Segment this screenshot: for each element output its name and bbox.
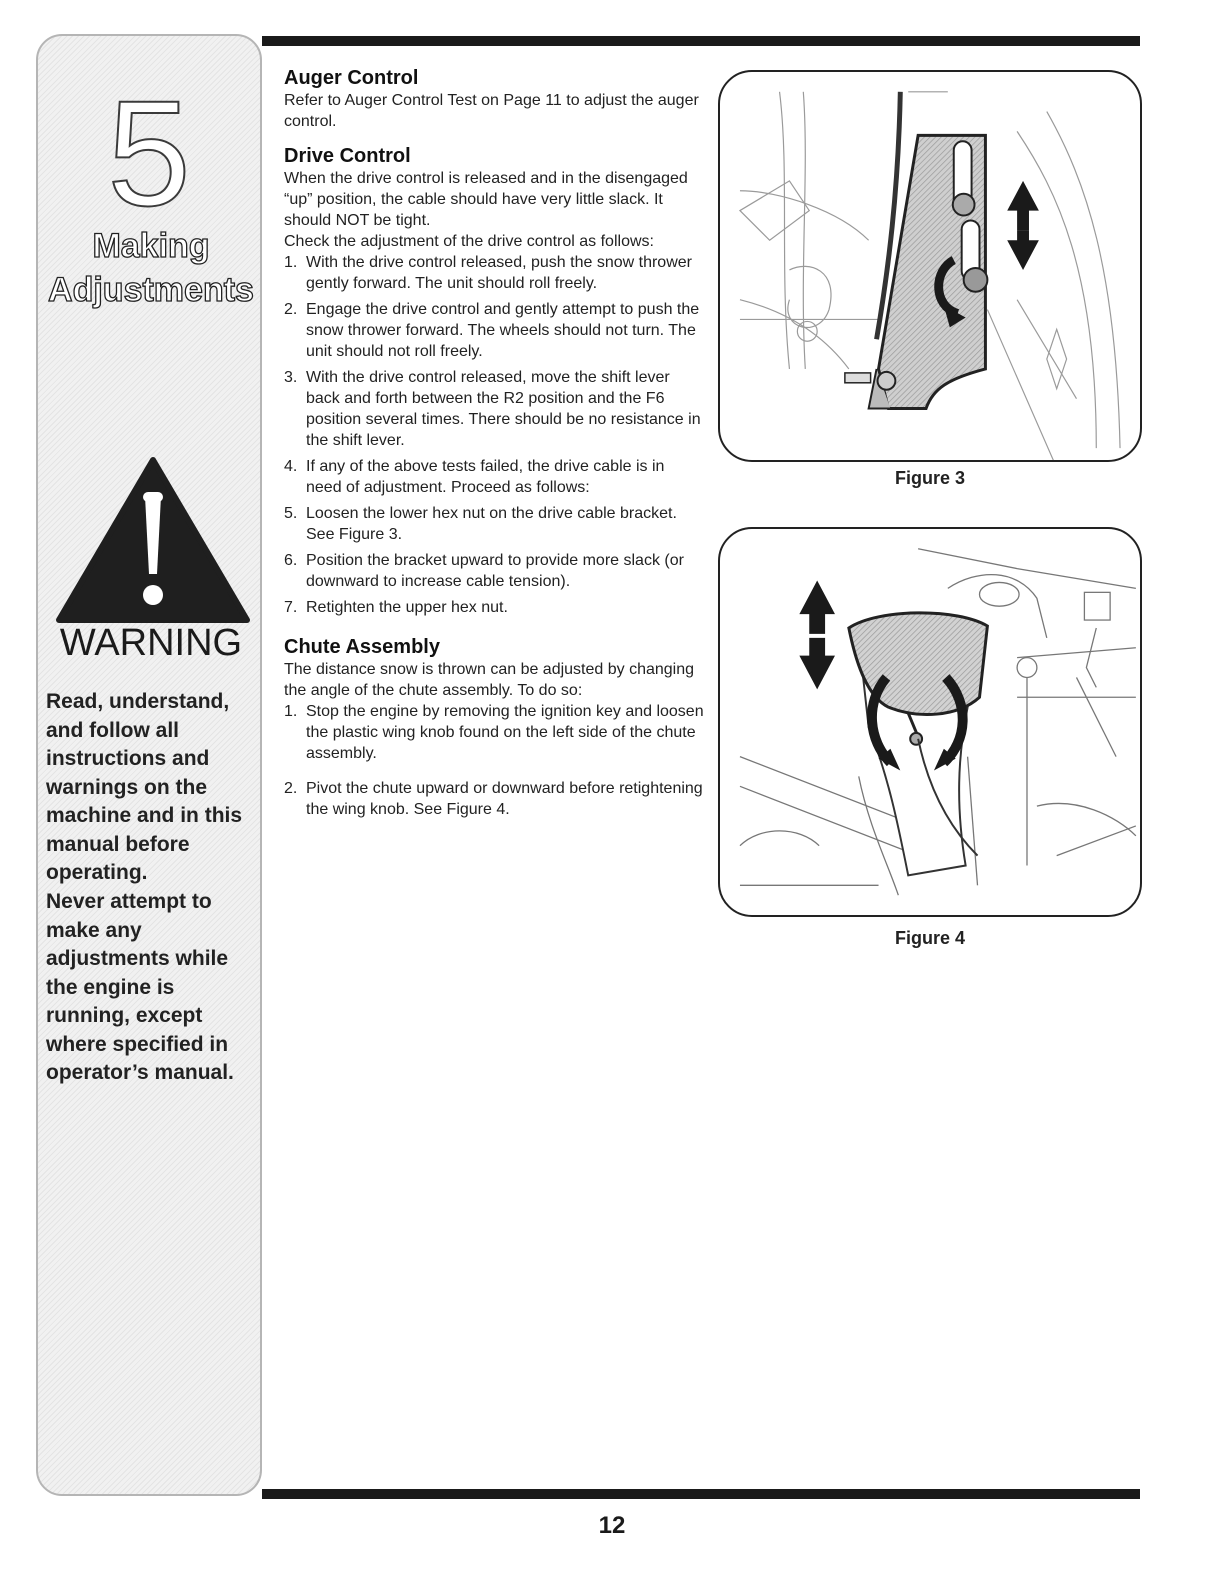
warning-triangle-icon	[55, 456, 251, 624]
figure-4-illustration	[718, 527, 1142, 917]
section-title-line2: Adjustments	[48, 271, 254, 309]
drive-cable-bracket-drawing	[720, 72, 1140, 460]
chapter-sidebar	[36, 34, 262, 1496]
warning-title: WARNING	[59, 622, 243, 664]
chute-assembly-heading: Chute Assembly	[284, 636, 440, 658]
drive-control-steps	[284, 252, 704, 618]
bottom-rule	[262, 1489, 1140, 1499]
section-title-line1: Making	[92, 227, 210, 265]
list-item: 2. Engage the drive control and gently attempt to push the snow thrower forward. The wheels should not turn. The unit should not roll freely.	[284, 301, 700, 360]
section-title	[38, 224, 264, 312]
page-number: 12	[598, 1512, 626, 1539]
figure-3-caption: Figure 3	[894, 468, 965, 488]
drive-control-intro: When the drive control is released and in the disengaged “up” position, the cable should have very little slack. It should NOT be tight.	[284, 170, 688, 229]
chute-assembly-intro: The distance snow is thrown can be adjusted by changing the angle of the chute assembly. To do so:	[284, 661, 695, 699]
chute-assembly-steps	[284, 701, 704, 820]
list-item: 1. Stop the engine by removing the ignition key and loosen the plastic wing knob found on the left side of the chute assembly.	[284, 703, 704, 762]
figure-3-illustration	[718, 70, 1142, 462]
warning-text-engine-running: Never attempt to make any adjustments while the engine is running, except where specified in operator’s manual.	[46, 890, 234, 1084]
list-item: 4. If any of the above tests failed, the drive cable is in need of adjustment. Proceed as follows:	[284, 458, 665, 496]
list-item: 7. Retighten the upper hex nut.	[284, 599, 508, 616]
list-item: 2. Pivot the chute upward or downward before retightening the wing knob. See Figure 4.	[284, 780, 703, 818]
auger-control-body: Refer to Auger Control Test on Page 11 to adjust the auger control.	[284, 92, 699, 130]
drive-control-check: Check the adjustment of the drive control as follows:	[284, 233, 654, 250]
auger-control-heading: Auger Control	[284, 67, 419, 89]
list-item: 1. With the drive control released, push the snow thrower gently forward. The unit should roll freely.	[284, 254, 692, 292]
list-item: 3. With the drive control released, move the shift lever back and forth between the R2 position and the F6 position several times. There should be no resistance in the shift lever.	[284, 369, 701, 449]
list-item: 5. Loosen the lower hex nut on the drive cable bracket. See Figure 3.	[284, 505, 677, 543]
main-column	[284, 66, 704, 825]
warning-text-read-manual: Read, understand, and follow all instructions and warnings on the machine and in this manual before operating.	[46, 690, 243, 884]
chapter-number: 5	[107, 69, 191, 237]
chute-assembly-drawing	[720, 529, 1140, 915]
top-rule	[262, 36, 1140, 46]
drive-control-heading: Drive Control	[284, 145, 411, 167]
figure-4-caption: Figure 4	[894, 928, 965, 948]
list-item: 6. Position the bracket upward to provide more slack (or downward to increase cable tension).	[284, 552, 684, 590]
